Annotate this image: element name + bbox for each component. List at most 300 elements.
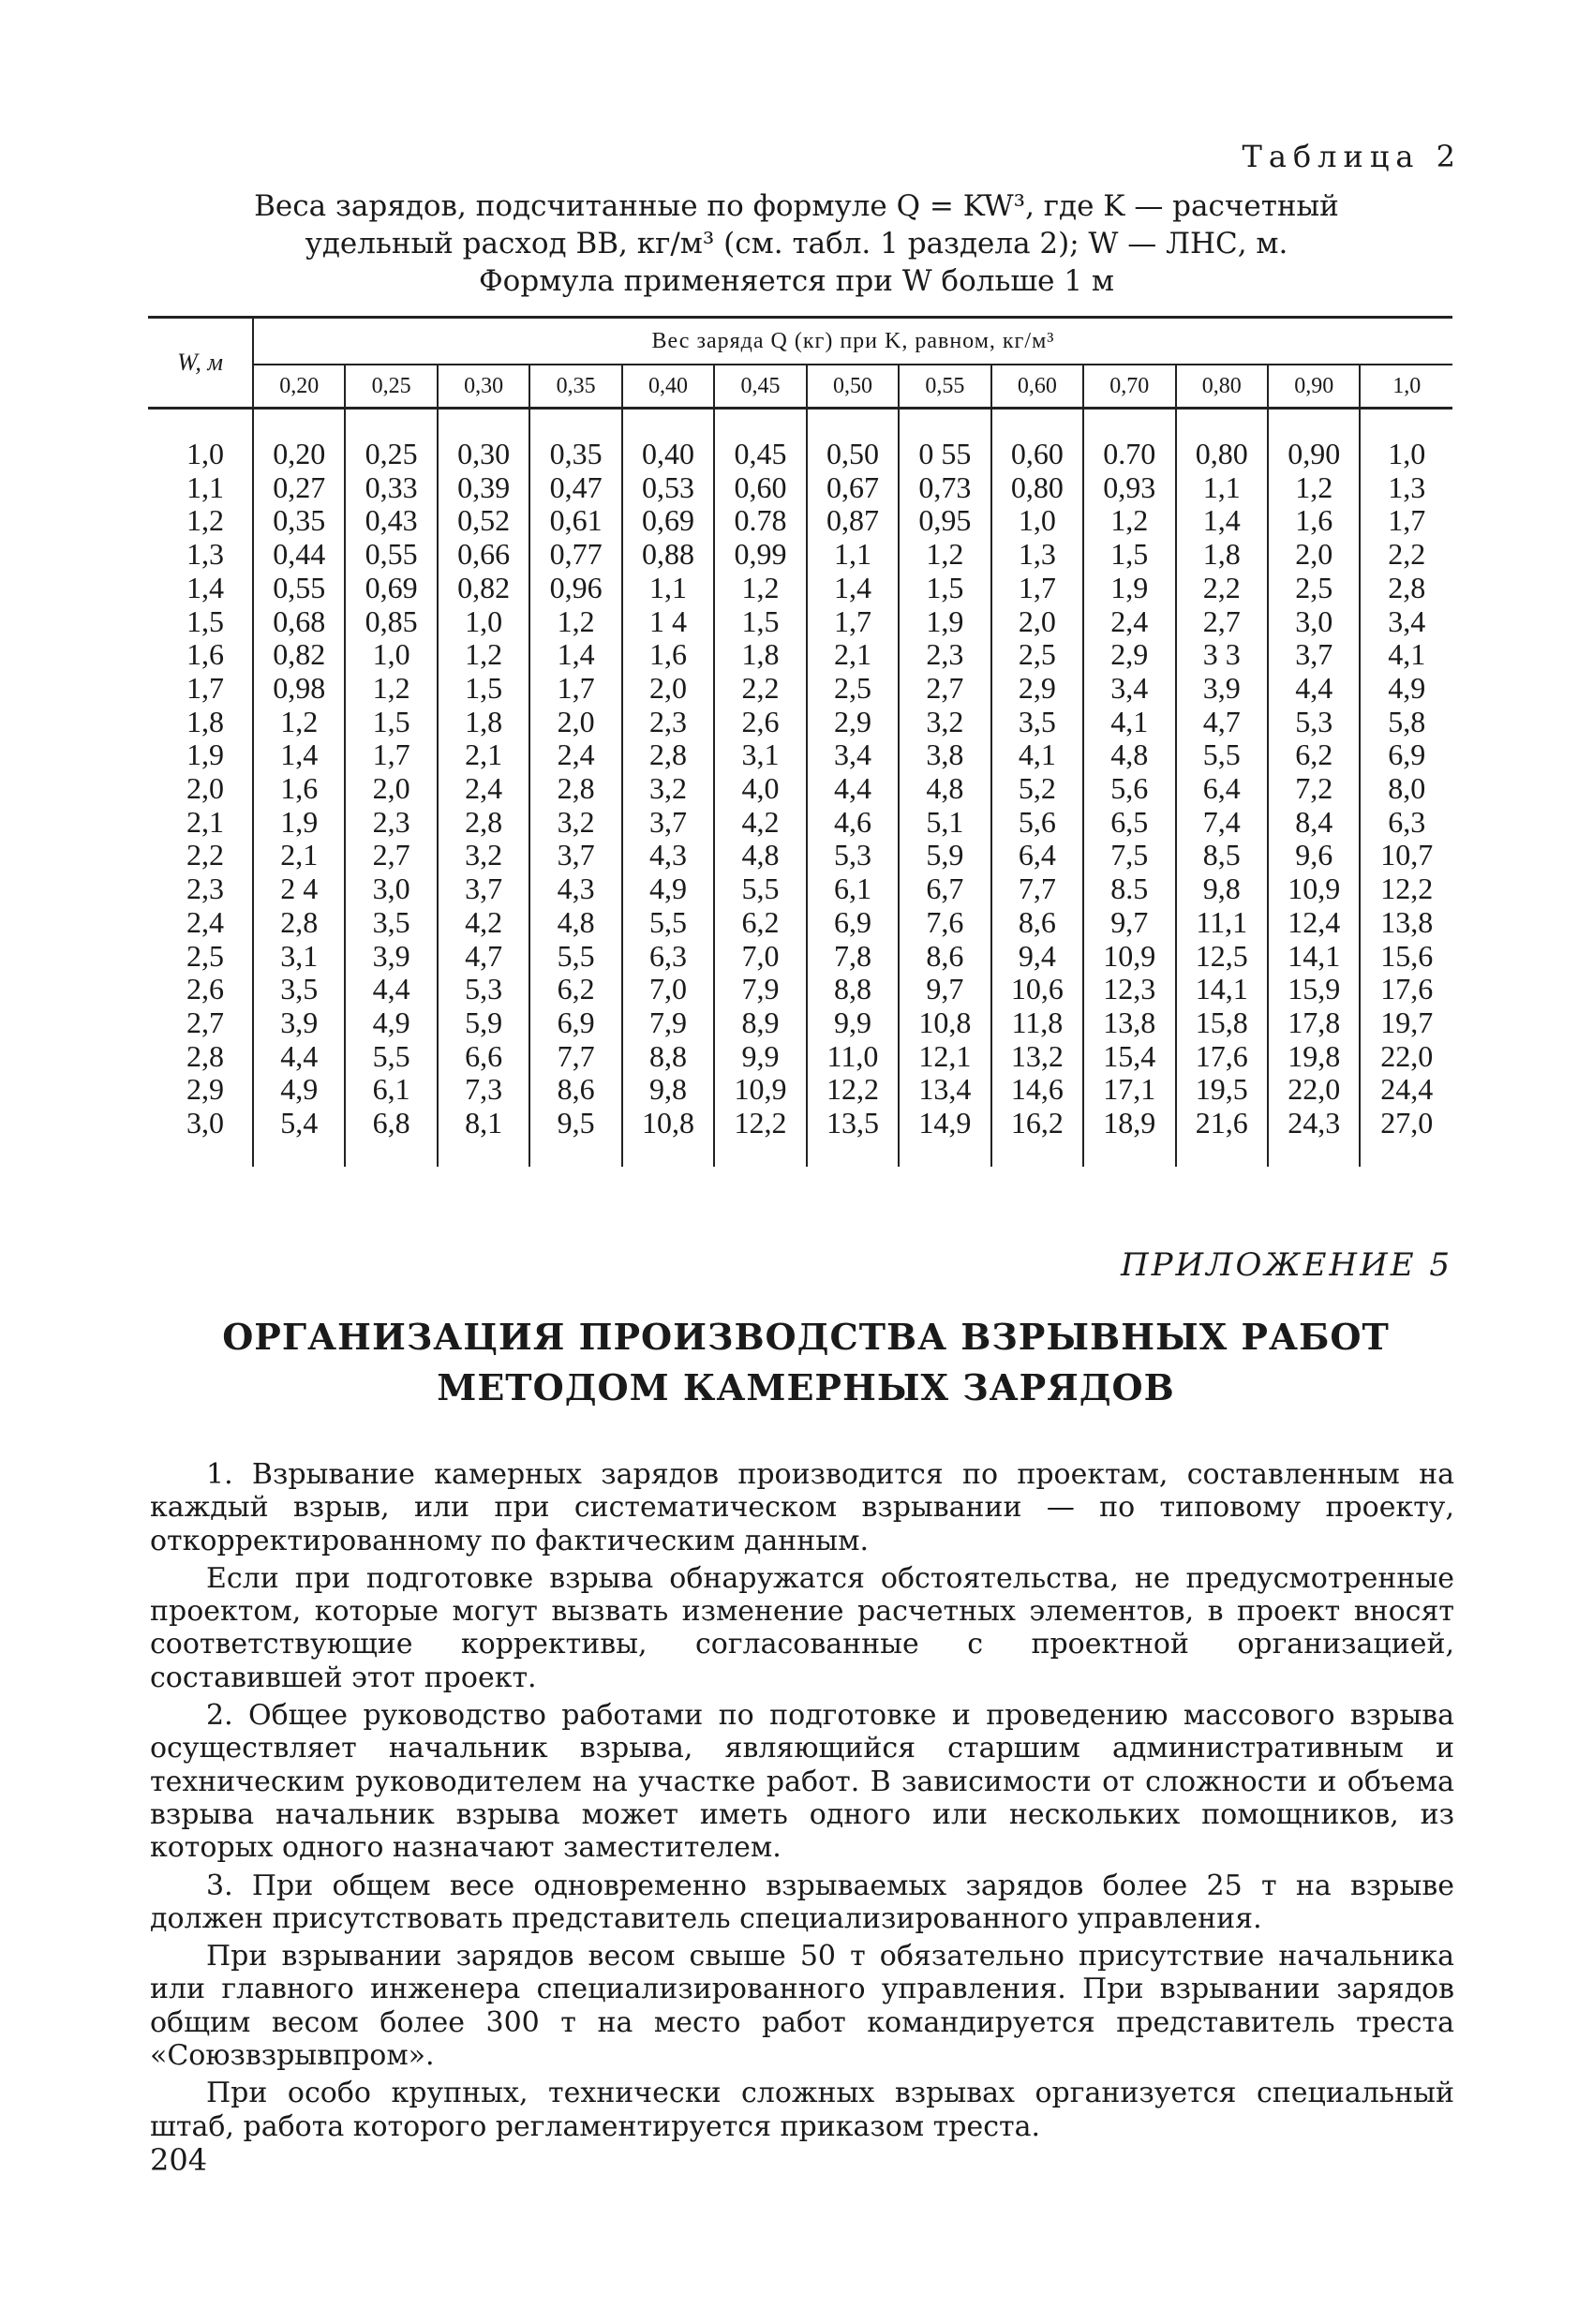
spacer-cell bbox=[529, 1140, 621, 1167]
charge-weight-cell: 24,3 bbox=[1268, 1107, 1360, 1140]
charge-weight-cell: 3,1 bbox=[714, 738, 806, 772]
k-value-header: 0,55 bbox=[899, 365, 990, 409]
table-bottom-row bbox=[148, 1140, 1452, 1167]
charge-weight-cell: 12,5 bbox=[1176, 940, 1268, 974]
table-body bbox=[148, 409, 1452, 1167]
w-value-cell: 2,4 bbox=[186, 904, 224, 939]
charge-weight-cell: 4,3 bbox=[622, 839, 714, 872]
k-value-header: 0,45 bbox=[714, 365, 806, 409]
charge-weight-cell: 0,73 bbox=[899, 471, 990, 505]
charge-weight-cell: 9,4 bbox=[991, 940, 1083, 974]
charge-weight-cell: 0,47 bbox=[529, 471, 621, 505]
w-value-cell: 2,7 bbox=[186, 1005, 224, 1039]
charge-weight-cell: 0,69 bbox=[622, 504, 714, 538]
charge-weight-cell: 12,1 bbox=[899, 1040, 990, 1074]
spacer-cell bbox=[899, 409, 990, 439]
body-text bbox=[150, 1458, 1454, 2148]
charge-weight-cell: 2 4 bbox=[253, 872, 345, 906]
charge-weight-cell: 6,5 bbox=[1083, 806, 1175, 840]
charge-weight-cell: 1 4 bbox=[622, 605, 714, 639]
table-row bbox=[148, 872, 1452, 906]
charge-weight-cell: 0.78 bbox=[714, 504, 806, 538]
charge-weight-cell: 3,2 bbox=[438, 839, 529, 872]
charge-weight-cell: 15,9 bbox=[1268, 973, 1360, 1006]
table-row bbox=[148, 706, 1452, 739]
table-row bbox=[148, 1006, 1452, 1040]
paragraph: При взрывании зарядов весом свыше 50 т обязательно присутствие начальника или главного инженера специализированного управления. При взрывании зарядов общим весом более 300 т на место работ командируется представитель треста «Союзвзрывпром». bbox=[150, 1940, 1454, 2073]
charge-weight-cell: 12,2 bbox=[1360, 872, 1452, 906]
charge-weight-cell: 5,5 bbox=[714, 872, 806, 906]
spacer-cell bbox=[899, 1140, 990, 1167]
spacer-cell bbox=[807, 1140, 899, 1167]
charge-weight-cell: 5,1 bbox=[899, 806, 990, 840]
paragraph: При особо крупных, технически сложных взрывах организуется специальный штаб, работа которого регламентируется приказом треста. bbox=[150, 2077, 1454, 2143]
charge-weight-cell: 1,4 bbox=[807, 572, 899, 605]
charge-weight-cell: 5,4 bbox=[253, 1107, 345, 1140]
appendix-label: ПРИЛОЖЕНИЕ 5 bbox=[1120, 1246, 1452, 1284]
w-value-cell: 2,0 bbox=[186, 771, 224, 806]
charge-weight-cell: 10,9 bbox=[1083, 940, 1175, 974]
charge-weight-cell: 17,6 bbox=[1176, 1040, 1268, 1074]
charge-weight-cell: 4,2 bbox=[438, 906, 529, 940]
charge-weight-cell: 2,8 bbox=[253, 906, 345, 940]
charge-weight-cell: 5,9 bbox=[438, 1006, 529, 1040]
charge-weight-cell: 1,5 bbox=[714, 605, 806, 639]
charge-weight-cell: 4,8 bbox=[529, 906, 621, 940]
charge-weight-cell: 17,6 bbox=[1360, 973, 1452, 1006]
table-row bbox=[148, 1073, 1452, 1107]
charge-weight-cell: 21,6 bbox=[1176, 1107, 1268, 1140]
charge-weight-cell: 9,8 bbox=[1176, 872, 1268, 906]
charge-weight-cell: 2,8 bbox=[1360, 572, 1452, 605]
charge-weight-cell: 3,4 bbox=[807, 738, 899, 772]
charge-weight-cell: 2,0 bbox=[622, 672, 714, 706]
caption-line: Веса зарядов, подсчитанные по формуле Q = KW³, где K — расчетный bbox=[254, 189, 1339, 223]
k-values-row bbox=[148, 365, 1452, 409]
table-row bbox=[148, 1040, 1452, 1074]
charge-weight-cell: 1,2 bbox=[1083, 504, 1175, 538]
charge-weight-cell: 0,93 bbox=[1083, 471, 1175, 505]
charge-weight-cell: 4,9 bbox=[345, 1006, 437, 1040]
w-value-cell: 2,1 bbox=[186, 804, 224, 839]
charge-weight-cell: 1,0 bbox=[345, 638, 437, 672]
charge-weight-cell: 7,5 bbox=[1083, 839, 1175, 872]
k-value-header: 0,80 bbox=[1176, 365, 1268, 409]
charge-weight-cell: 0,50 bbox=[807, 438, 899, 471]
spacer-cell bbox=[1176, 1140, 1268, 1167]
charge-weight-cell: 3,5 bbox=[253, 973, 345, 1006]
charge-weight-cell: 2,5 bbox=[991, 638, 1083, 672]
page-number: 204 bbox=[150, 2142, 208, 2178]
charge-weight-cell: 1,2 bbox=[253, 706, 345, 739]
charge-weight-cell: 11,0 bbox=[807, 1040, 899, 1074]
charge-weight-cell: 9,7 bbox=[899, 973, 990, 1006]
spacer-cell bbox=[253, 409, 345, 439]
paragraph: 2. Общее руководство работами по подготовке и проведению массового взрыва осуществляет начальник взрыва, являющийся старшим административным и техническим руководителем на участке работ. В зависимости от сложности и объема взрыва начальник взрыва может иметь одного или нескольких помощников, из которых одного назначают заместителем. bbox=[150, 1699, 1454, 1865]
charge-weight-cell: 0,43 bbox=[345, 504, 437, 538]
charge-weight-cell: 0,40 bbox=[622, 438, 714, 471]
w-value-cell: 3,0 bbox=[186, 1106, 224, 1140]
w-value-cell: 1,4 bbox=[186, 570, 224, 604]
k-value-header: 0,20 bbox=[253, 365, 345, 409]
charge-weight-cell: 1,2 bbox=[529, 605, 621, 639]
spacer-cell bbox=[148, 1140, 253, 1167]
charge-weight-cell: 13,4 bbox=[899, 1073, 990, 1107]
charge-weight-cell: 3,7 bbox=[438, 872, 529, 906]
w-value-cell: 2,6 bbox=[186, 972, 224, 1006]
charge-weight-cell: 1,1 bbox=[622, 572, 714, 605]
k-value-header: 0,25 bbox=[345, 365, 437, 409]
charge-weight-cell: 1,8 bbox=[714, 638, 806, 672]
charge-weight-cell: 0,61 bbox=[529, 504, 621, 538]
charge-weight-cell: 1,0 bbox=[991, 504, 1083, 538]
charge-weight-cell: 3,5 bbox=[345, 906, 437, 940]
charge-weight-cell: 12,4 bbox=[1268, 906, 1360, 940]
spacer-cell bbox=[1268, 409, 1360, 439]
charge-weight-cell: 0,35 bbox=[529, 438, 621, 471]
charge-weight-cell: 1,2 bbox=[714, 572, 806, 605]
charge-weight-cell: 2,4 bbox=[529, 738, 621, 772]
charge-weight-cell: 9,9 bbox=[807, 1006, 899, 1040]
charge-weight-cell: 0,99 bbox=[714, 538, 806, 572]
charge-weight-cell: 2,9 bbox=[991, 672, 1083, 706]
charge-weight-cell: 2,4 bbox=[1083, 605, 1175, 639]
charge-weight-cell: 9,7 bbox=[1083, 906, 1175, 940]
charge-weight-table bbox=[148, 316, 1452, 1167]
charge-weight-cell: 1,9 bbox=[1083, 572, 1175, 605]
charge-weight-cell: 9,5 bbox=[529, 1107, 621, 1140]
charge-weight-cell: 0,85 bbox=[345, 605, 437, 639]
charge-weight-cell: 6,1 bbox=[807, 872, 899, 906]
k-value-header: 0,50 bbox=[807, 365, 899, 409]
charge-weight-cell: 1,5 bbox=[345, 706, 437, 739]
charge-weight-cell: 1,7 bbox=[529, 672, 621, 706]
charge-weight-cell: 9,6 bbox=[1268, 839, 1360, 872]
charge-weight-cell: 1,1 bbox=[807, 538, 899, 572]
charge-weight-cell: 7,4 bbox=[1176, 806, 1268, 840]
charge-weight-cell: 2,0 bbox=[345, 772, 437, 806]
charge-weight-cell: 1,3 bbox=[991, 538, 1083, 572]
charge-weight-cell: 14,1 bbox=[1176, 973, 1268, 1006]
charge-weight-cell: 0,35 bbox=[253, 504, 345, 538]
charge-weight-cell: 6,9 bbox=[529, 1006, 621, 1040]
charge-weight-cell: 1,0 bbox=[1360, 438, 1452, 471]
table-header bbox=[148, 318, 1452, 409]
charge-weight-cell: 5,2 bbox=[991, 772, 1083, 806]
spacer-cell bbox=[1360, 1140, 1452, 1167]
charge-weight-cell: 2,3 bbox=[899, 638, 990, 672]
charge-weight-cell: 0,27 bbox=[253, 471, 345, 505]
charge-weight-cell: 12,2 bbox=[807, 1073, 899, 1107]
charge-weight-cell: 5,5 bbox=[1176, 738, 1268, 772]
spacer-cell bbox=[438, 1140, 529, 1167]
charge-weight-cell: 19,5 bbox=[1176, 1073, 1268, 1107]
w-value-cell: 2,2 bbox=[186, 838, 224, 872]
charge-weight-cell: 6,7 bbox=[899, 872, 990, 906]
charge-weight-cell: 5,6 bbox=[1083, 772, 1175, 806]
spacer-cell bbox=[148, 409, 253, 439]
charge-weight-cell: 1,5 bbox=[438, 672, 529, 706]
charge-weight-cell: 10,8 bbox=[622, 1107, 714, 1140]
table-row bbox=[148, 605, 1452, 639]
charge-weight-cell: 4,9 bbox=[622, 872, 714, 906]
table-row bbox=[148, 806, 1452, 840]
charge-weight-cell: 0,87 bbox=[807, 504, 899, 538]
charge-weight-cell: 3,2 bbox=[622, 772, 714, 806]
charge-weight-cell: 8.5 bbox=[1083, 872, 1175, 906]
spacer-cell bbox=[345, 409, 437, 439]
k-value-header: 0,40 bbox=[622, 365, 714, 409]
table-spacer-row bbox=[148, 409, 1452, 439]
charge-weight-cell: 2,9 bbox=[807, 706, 899, 739]
w-value-cell: 2,5 bbox=[186, 938, 224, 973]
charge-weight-cell: 0,88 bbox=[622, 538, 714, 572]
charge-weight-cell: 3 3 bbox=[1176, 638, 1268, 672]
k-value-header: 0,60 bbox=[991, 365, 1083, 409]
heading-line: МЕТОДОМ КАМЕРНЫХ ЗАРЯДОВ bbox=[437, 1366, 1175, 1408]
charge-weight-cell: 13,2 bbox=[991, 1040, 1083, 1074]
charge-weight-cell: 1,6 bbox=[1268, 504, 1360, 538]
charge-weight-cell: 8,6 bbox=[991, 906, 1083, 940]
charge-weight-cell: 0 55 bbox=[899, 438, 990, 471]
charge-weight-cell: 1,5 bbox=[1083, 538, 1175, 572]
spacer-cell bbox=[807, 409, 899, 439]
charge-weight-cell: 4,1 bbox=[1360, 638, 1452, 672]
table-row bbox=[148, 471, 1452, 505]
charge-weight-cell: 8,5 bbox=[1176, 839, 1268, 872]
charge-weight-cell: 8,1 bbox=[438, 1107, 529, 1140]
charge-weight-cell: 14,9 bbox=[899, 1107, 990, 1140]
charge-weight-cell: 2,7 bbox=[1176, 605, 1268, 639]
charge-weight-cell: 2,1 bbox=[438, 738, 529, 772]
charge-weight-cell: 4,7 bbox=[1176, 706, 1268, 739]
spacer-cell bbox=[1360, 409, 1452, 439]
charge-weight-cell: 12,2 bbox=[714, 1107, 806, 1140]
spacer-cell bbox=[714, 409, 806, 439]
charge-weight-cell: 4,8 bbox=[1083, 738, 1175, 772]
charge-weight-cell: 2,8 bbox=[438, 806, 529, 840]
w-column-header: W, м bbox=[177, 349, 223, 376]
charge-weight-cell: 6,3 bbox=[622, 940, 714, 974]
charge-weight-cell: 4,9 bbox=[253, 1073, 345, 1107]
charge-weight-cell: 0,30 bbox=[438, 438, 529, 471]
charge-weight-cell: 13,8 bbox=[1360, 906, 1452, 940]
charge-weight-cell: 4,4 bbox=[253, 1040, 345, 1074]
charge-weight-cell: 0,77 bbox=[529, 538, 621, 572]
charge-weight-cell: 7,2 bbox=[1268, 772, 1360, 806]
charge-weight-cell: 3,7 bbox=[622, 806, 714, 840]
w-value-cell: 2,8 bbox=[186, 1038, 224, 1073]
spacer-cell bbox=[714, 1140, 806, 1167]
table-row bbox=[148, 572, 1452, 605]
charge-weight-cell: 3,2 bbox=[529, 806, 621, 840]
charge-weight-cell: 0,67 bbox=[807, 471, 899, 505]
k-value-header: 0,70 bbox=[1083, 365, 1175, 409]
charge-weight-cell: 19,7 bbox=[1360, 1006, 1452, 1040]
charge-weight-cell: 6,2 bbox=[714, 906, 806, 940]
charge-weight-cell: 4,0 bbox=[714, 772, 806, 806]
charge-weight-cell: 1,5 bbox=[899, 572, 990, 605]
charge-weight-cell: 1,7 bbox=[807, 605, 899, 639]
charge-weight-cell: 3,1 bbox=[253, 940, 345, 974]
spacer-cell bbox=[622, 409, 714, 439]
charge-weight-cell: 11,1 bbox=[1176, 906, 1268, 940]
charge-weight-cell: 0,20 bbox=[253, 438, 345, 471]
charge-weight-cell: 2,9 bbox=[1083, 638, 1175, 672]
charge-weight-cell: 6,1 bbox=[345, 1073, 437, 1107]
charge-weight-cell: 19,8 bbox=[1268, 1040, 1360, 1074]
charge-weight-cell: 7,0 bbox=[622, 973, 714, 1006]
charge-weight-cell: 0,82 bbox=[253, 638, 345, 672]
charge-weight-cell: 0,53 bbox=[622, 471, 714, 505]
charge-weight-cell: 3,5 bbox=[991, 706, 1083, 739]
charge-weight-cell: 12,3 bbox=[1083, 973, 1175, 1006]
charge-weight-cell: 0,90 bbox=[1268, 438, 1360, 471]
charge-weight-cell: 4,1 bbox=[991, 738, 1083, 772]
charge-weight-cell: 16,2 bbox=[991, 1107, 1083, 1140]
charge-weight-cell: 1,4 bbox=[1176, 504, 1268, 538]
charge-weight-cell: 8,6 bbox=[899, 940, 990, 974]
charge-weight-cell: 1,9 bbox=[253, 806, 345, 840]
charge-weight-cell: 4,3 bbox=[529, 872, 621, 906]
charge-weight-cell: 8,0 bbox=[1360, 772, 1452, 806]
k-value-header: 0,90 bbox=[1268, 365, 1360, 409]
charge-weight-cell: 3,7 bbox=[529, 839, 621, 872]
spacer-cell bbox=[1083, 409, 1175, 439]
section-heading bbox=[159, 1312, 1452, 1413]
charge-weight-cell: 1,3 bbox=[1360, 471, 1452, 505]
charge-weight-cell: 0,60 bbox=[714, 471, 806, 505]
charge-weight-cell: 0,82 bbox=[438, 572, 529, 605]
charge-weight-cell: 5,3 bbox=[807, 839, 899, 872]
charge-weight-cell: 2,0 bbox=[1268, 538, 1360, 572]
charge-weight-cell: 1,2 bbox=[345, 672, 437, 706]
charge-weight-cell: 10,9 bbox=[714, 1073, 806, 1107]
charge-weight-cell: 4,1 bbox=[1083, 706, 1175, 739]
charge-weight-cell: 5,5 bbox=[622, 906, 714, 940]
caption-line: Формула применяется при W больше 1 м bbox=[478, 264, 1115, 298]
charge-weight-cell: 6,9 bbox=[807, 906, 899, 940]
w-value-cell: 2,3 bbox=[186, 872, 224, 906]
charge-weight-cell: 9,9 bbox=[714, 1040, 806, 1074]
charge-weight-cell: 2,5 bbox=[1268, 572, 1360, 605]
charge-weight-cell: 24,4 bbox=[1360, 1073, 1452, 1107]
charge-weight-cell: 0,55 bbox=[253, 572, 345, 605]
charge-weight-cell: 1,0 bbox=[438, 605, 529, 639]
charge-weight-cell: 6,8 bbox=[345, 1107, 437, 1140]
charge-weight-cell: 2,1 bbox=[253, 839, 345, 872]
w-value-cell: 1,7 bbox=[186, 670, 224, 705]
spacer-cell bbox=[1268, 1140, 1360, 1167]
table-row bbox=[148, 1107, 1452, 1140]
w-value-cell: 1,0 bbox=[186, 437, 224, 470]
charge-weight-cell: 1,2 bbox=[438, 638, 529, 672]
charge-weight-cell: 3,4 bbox=[1360, 605, 1452, 639]
charge-weight-cell: 3,9 bbox=[1176, 672, 1268, 706]
table-row bbox=[148, 973, 1452, 1006]
spacer-cell bbox=[622, 1140, 714, 1167]
charge-weight-cell: 7,7 bbox=[991, 872, 1083, 906]
w-value-cell: 1,2 bbox=[186, 503, 224, 538]
charge-weight-cell: 5,5 bbox=[345, 1040, 437, 1074]
table-row bbox=[148, 906, 1452, 940]
charge-weight-cell: 1,2 bbox=[1268, 471, 1360, 505]
caption-line: удельный расход ВВ, кг/м³ (см. табл. 1 раздела 2); W — ЛНС, м. bbox=[305, 227, 1288, 261]
charge-weight-cell: 17,8 bbox=[1268, 1006, 1360, 1040]
charge-weight-cell: 4,2 bbox=[714, 806, 806, 840]
charge-weight-cell: 0,98 bbox=[253, 672, 345, 706]
charge-weight-cell: 2,7 bbox=[345, 839, 437, 872]
charge-weight-cell: 1,2 bbox=[899, 538, 990, 572]
charge-weight-cell: 2,2 bbox=[714, 672, 806, 706]
charge-weight-cell: 2,6 bbox=[714, 706, 806, 739]
charge-weight-cell: 0,44 bbox=[253, 538, 345, 572]
k-value-header: 1,0 bbox=[1360, 365, 1452, 409]
charge-weight-cell: 2,1 bbox=[807, 638, 899, 672]
table-row bbox=[148, 672, 1452, 706]
table-row bbox=[148, 438, 1452, 471]
w-value-cell: 1,6 bbox=[186, 637, 224, 672]
charge-weight-cell: 0,66 bbox=[438, 538, 529, 572]
charge-weight-cell: 13,5 bbox=[807, 1107, 899, 1140]
charge-weight-cell: 22,0 bbox=[1268, 1073, 1360, 1107]
charge-weight-cell: 4,7 bbox=[438, 940, 529, 974]
table-row bbox=[148, 940, 1452, 974]
charge-weight-cell: 6,2 bbox=[1268, 738, 1360, 772]
spacer-cell bbox=[1083, 1140, 1175, 1167]
charge-weight-cell: 2,3 bbox=[345, 806, 437, 840]
charge-weight-cell: 5,5 bbox=[529, 940, 621, 974]
charge-weight-cell: 3,0 bbox=[345, 872, 437, 906]
charge-weight-cell: 4,4 bbox=[807, 772, 899, 806]
charge-weight-cell: 4,4 bbox=[345, 973, 437, 1006]
charge-weight-cell: 6,6 bbox=[438, 1040, 529, 1074]
charge-weight-cell: 2,4 bbox=[438, 772, 529, 806]
charge-weight-cell: 0.70 bbox=[1083, 438, 1175, 471]
charge-weight-cell: 8,6 bbox=[529, 1073, 621, 1107]
charge-weight-cell: 3,2 bbox=[899, 706, 990, 739]
table-row bbox=[148, 538, 1452, 572]
charge-weight-cell: 1,8 bbox=[1176, 538, 1268, 572]
w-value-cell: 1,3 bbox=[186, 537, 224, 572]
table-row bbox=[148, 504, 1452, 538]
charge-weight-cell: 2,8 bbox=[622, 738, 714, 772]
charge-weight-cell: 7,7 bbox=[529, 1040, 621, 1074]
charge-weight-cell: 10,6 bbox=[991, 973, 1083, 1006]
charge-weight-cell: 1,8 bbox=[438, 706, 529, 739]
paragraph: 3. При общем весе одновременно взрываемых зарядов более 25 т на взрыве должен присутствовать представитель специализированного управления. bbox=[150, 1869, 1454, 1935]
charge-weight-cell: 0,39 bbox=[438, 471, 529, 505]
charge-weight-cell: 7,9 bbox=[714, 973, 806, 1006]
charge-weight-cell: 0,68 bbox=[253, 605, 345, 639]
charge-weight-cell: 5,6 bbox=[991, 806, 1083, 840]
charge-weight-cell: 6,9 bbox=[1360, 738, 1452, 772]
charge-weight-cell: 0,33 bbox=[345, 471, 437, 505]
charge-weight-cell: 5,3 bbox=[1268, 706, 1360, 739]
charge-weight-group-header: Вес заряда Q (кг) при K, равном, кг/м³ bbox=[253, 318, 1452, 365]
charge-weight-cell: 6,4 bbox=[1176, 772, 1268, 806]
charge-weight-cell: 1,7 bbox=[991, 572, 1083, 605]
table-row bbox=[148, 638, 1452, 672]
charge-weight-cell: 3,0 bbox=[1268, 605, 1360, 639]
charge-weight-cell: 2,2 bbox=[1360, 538, 1452, 572]
spacer-cell bbox=[253, 1140, 345, 1167]
k-value-header: 0,35 bbox=[529, 365, 621, 409]
charge-weight-cell: 1,7 bbox=[1360, 504, 1452, 538]
charge-weight-cell: 0,69 bbox=[345, 572, 437, 605]
charge-weight-cell: 2,2 bbox=[1176, 572, 1268, 605]
charge-weight-cell: 0,45 bbox=[714, 438, 806, 471]
